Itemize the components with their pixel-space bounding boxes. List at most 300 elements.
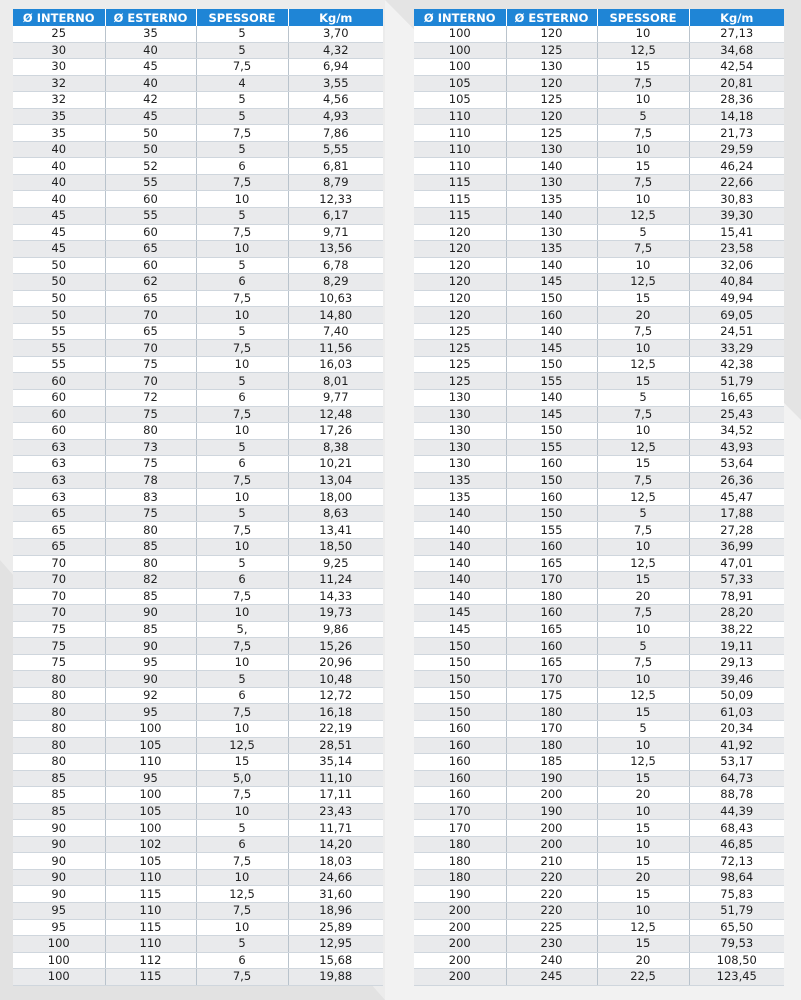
header-outer-diameter: Ø ESTERNO — [506, 9, 597, 26]
cell-weight: 47,01 — [689, 555, 784, 572]
cell-thickness: 7,5 — [196, 969, 288, 986]
cell-weight: 20,81 — [689, 75, 784, 92]
cell-inner-diameter: 100 — [414, 59, 506, 76]
table-row — [414, 307, 784, 324]
cell-thickness: 5 — [196, 141, 288, 158]
cell-inner-diameter: 40 — [13, 141, 105, 158]
cell-inner-diameter: 100 — [13, 969, 105, 986]
cell-inner-diameter: 160 — [414, 720, 506, 737]
cell-inner-diameter: 120 — [414, 307, 506, 324]
table-row — [13, 257, 383, 274]
cell-inner-diameter: 40 — [13, 174, 105, 191]
table-row — [13, 687, 383, 704]
cell-weight: 39,46 — [689, 671, 784, 688]
cell-inner-diameter: 100 — [13, 936, 105, 953]
cell-weight: 8,63 — [288, 505, 383, 522]
cell-outer-diameter: 150 — [506, 356, 597, 373]
cell-inner-diameter: 130 — [414, 456, 506, 473]
cell-thickness: 7,5 — [597, 406, 689, 423]
cell-weight: 5,55 — [288, 141, 383, 158]
cell-thickness: 5 — [597, 108, 689, 125]
cell-outer-diameter: 65 — [105, 241, 196, 258]
cell-outer-diameter: 140 — [506, 158, 597, 175]
cell-outer-diameter: 95 — [105, 654, 196, 671]
table-row — [13, 588, 383, 605]
dimensions-table-right — [414, 9, 784, 986]
cell-thickness: 5 — [597, 720, 689, 737]
cell-inner-diameter: 140 — [414, 522, 506, 539]
table-row — [13, 456, 383, 473]
cell-thickness: 5 — [196, 108, 288, 125]
cell-weight: 35,14 — [288, 754, 383, 771]
cell-thickness: 10 — [597, 340, 689, 357]
cell-inner-diameter: 40 — [13, 191, 105, 208]
cell-thickness: 5 — [196, 257, 288, 274]
table-row — [414, 522, 784, 539]
cell-outer-diameter: 125 — [506, 42, 597, 59]
table-row — [13, 191, 383, 208]
cell-thickness: 12,5 — [597, 687, 689, 704]
cell-weight: 33,29 — [689, 340, 784, 357]
table-row — [13, 224, 383, 241]
cell-inner-diameter: 32 — [13, 75, 105, 92]
table-row — [414, 406, 784, 423]
cell-thickness: 15 — [597, 373, 689, 390]
cell-weight: 7,40 — [288, 323, 383, 340]
cell-thickness: 15 — [196, 754, 288, 771]
cell-outer-diameter: 135 — [506, 191, 597, 208]
table-row — [414, 75, 784, 92]
cell-thickness: 10 — [597, 902, 689, 919]
cell-inner-diameter: 85 — [13, 803, 105, 820]
cell-inner-diameter: 100 — [414, 26, 506, 42]
cell-outer-diameter: 120 — [506, 108, 597, 125]
table-row — [13, 125, 383, 142]
table-row — [13, 522, 383, 539]
cell-weight: 8,38 — [288, 439, 383, 456]
cell-inner-diameter: 100 — [13, 952, 105, 969]
cell-thickness: 15 — [597, 456, 689, 473]
cell-weight: 27,28 — [689, 522, 784, 539]
cell-inner-diameter: 160 — [414, 754, 506, 771]
cell-inner-diameter: 32 — [13, 92, 105, 109]
cell-weight: 64,73 — [689, 770, 784, 787]
cell-outer-diameter: 130 — [506, 224, 597, 241]
table-row — [414, 770, 784, 787]
cell-weight: 11,10 — [288, 770, 383, 787]
cell-thickness: 5 — [196, 936, 288, 953]
table-row — [13, 886, 383, 903]
cell-inner-diameter: 140 — [414, 505, 506, 522]
table-header-row — [414, 9, 784, 26]
cell-weight: 28,20 — [689, 605, 784, 622]
cell-thickness: 10 — [196, 605, 288, 622]
cell-outer-diameter: 112 — [105, 952, 196, 969]
table-row — [414, 489, 784, 506]
cell-outer-diameter: 50 — [105, 125, 196, 142]
table-row — [414, 141, 784, 158]
cell-inner-diameter: 65 — [13, 538, 105, 555]
table-row — [13, 356, 383, 373]
cell-outer-diameter: 160 — [506, 456, 597, 473]
cell-thickness: 15 — [597, 853, 689, 870]
cell-inner-diameter: 50 — [13, 274, 105, 291]
cell-thickness: 7,5 — [196, 638, 288, 655]
cell-weight: 16,65 — [689, 390, 784, 407]
cell-thickness: 10 — [597, 423, 689, 440]
cell-weight: 18,00 — [288, 489, 383, 506]
cell-weight: 88,78 — [689, 787, 784, 804]
cell-inner-diameter: 50 — [13, 307, 105, 324]
cell-inner-diameter: 100 — [414, 42, 506, 59]
cell-thickness: 7,5 — [196, 522, 288, 539]
cell-outer-diameter: 75 — [105, 356, 196, 373]
table-row — [13, 853, 383, 870]
cell-inner-diameter: 60 — [13, 423, 105, 440]
table-row — [414, 456, 784, 473]
cell-outer-diameter: 80 — [105, 555, 196, 572]
cell-weight: 20,96 — [288, 654, 383, 671]
cell-weight: 50,09 — [689, 687, 784, 704]
cell-weight: 12,48 — [288, 406, 383, 423]
table-row — [13, 902, 383, 919]
cell-thickness: 5 — [196, 26, 288, 42]
cell-thickness: 7,5 — [597, 522, 689, 539]
cell-outer-diameter: 110 — [105, 754, 196, 771]
cell-thickness: 10 — [597, 671, 689, 688]
cell-thickness: 6 — [196, 836, 288, 853]
cell-thickness: 5 — [196, 208, 288, 225]
header-weight: Kg/m — [288, 9, 383, 26]
cell-weight: 78,91 — [689, 588, 784, 605]
cell-outer-diameter: 100 — [105, 820, 196, 837]
cell-inner-diameter: 35 — [13, 125, 105, 142]
cell-thickness: 10 — [196, 307, 288, 324]
cell-outer-diameter: 110 — [105, 869, 196, 886]
cell-inner-diameter: 45 — [13, 208, 105, 225]
cell-outer-diameter: 55 — [105, 208, 196, 225]
cell-weight: 53,64 — [689, 456, 784, 473]
cell-inner-diameter: 63 — [13, 456, 105, 473]
cell-inner-diameter: 120 — [414, 241, 506, 258]
cell-inner-diameter: 130 — [414, 406, 506, 423]
cell-outer-diameter: 105 — [105, 803, 196, 820]
cell-outer-diameter: 90 — [105, 638, 196, 655]
cell-thickness: 7,5 — [597, 241, 689, 258]
cell-inner-diameter: 40 — [13, 158, 105, 175]
cell-inner-diameter: 130 — [414, 439, 506, 456]
cell-outer-diameter: 180 — [506, 704, 597, 721]
cell-thickness: 10 — [597, 257, 689, 274]
cell-outer-diameter: 60 — [105, 257, 196, 274]
cell-weight: 72,13 — [689, 853, 784, 870]
cell-thickness: 22,5 — [597, 969, 689, 986]
cell-outer-diameter: 155 — [506, 522, 597, 539]
cell-thickness: 6 — [196, 952, 288, 969]
table-row — [13, 936, 383, 953]
table-row — [414, 373, 784, 390]
cell-thickness: 6 — [196, 572, 288, 589]
table-row — [13, 174, 383, 191]
cell-inner-diameter: 200 — [414, 952, 506, 969]
table-row — [414, 356, 784, 373]
table-row — [414, 621, 784, 638]
cell-outer-diameter: 160 — [506, 538, 597, 555]
table-row — [13, 75, 383, 92]
cell-weight: 57,33 — [689, 572, 784, 589]
cell-inner-diameter: 63 — [13, 439, 105, 456]
cell-thickness: 10 — [196, 241, 288, 258]
cell-weight: 34,68 — [689, 42, 784, 59]
cell-thickness: 10 — [597, 836, 689, 853]
cell-thickness: 5 — [597, 390, 689, 407]
dimensions-table-left — [13, 9, 383, 986]
cell-outer-diameter: 95 — [105, 770, 196, 787]
table-row — [414, 720, 784, 737]
cell-outer-diameter: 52 — [105, 158, 196, 175]
cell-inner-diameter: 160 — [414, 737, 506, 754]
cell-weight: 27,13 — [689, 26, 784, 42]
cell-outer-diameter: 85 — [105, 621, 196, 638]
cell-thickness: 7,5 — [597, 174, 689, 191]
table-row — [13, 969, 383, 986]
table-row — [13, 820, 383, 837]
cell-inner-diameter: 63 — [13, 489, 105, 506]
cell-thickness: 6 — [196, 687, 288, 704]
table-row — [414, 439, 784, 456]
cell-weight: 6,81 — [288, 158, 383, 175]
cell-weight: 12,33 — [288, 191, 383, 208]
cell-inner-diameter: 150 — [414, 638, 506, 655]
cell-outer-diameter: 65 — [105, 323, 196, 340]
cell-outer-diameter: 73 — [105, 439, 196, 456]
cell-outer-diameter: 145 — [506, 274, 597, 291]
cell-thickness: 7,5 — [597, 125, 689, 142]
cell-outer-diameter: 95 — [105, 704, 196, 721]
table-row — [414, 869, 784, 886]
cell-weight: 32,06 — [689, 257, 784, 274]
cell-thickness: 5 — [196, 671, 288, 688]
cell-inner-diameter: 130 — [414, 423, 506, 440]
cell-thickness: 5 — [196, 820, 288, 837]
cell-outer-diameter: 60 — [105, 191, 196, 208]
cell-inner-diameter: 75 — [13, 621, 105, 638]
table-row — [414, 224, 784, 241]
table-row — [414, 538, 784, 555]
table-row — [13, 323, 383, 340]
table-row — [13, 770, 383, 787]
cell-outer-diameter: 80 — [105, 522, 196, 539]
cell-outer-diameter: 70 — [105, 307, 196, 324]
cell-inner-diameter: 80 — [13, 704, 105, 721]
cell-weight: 15,26 — [288, 638, 383, 655]
cell-inner-diameter: 35 — [13, 108, 105, 125]
cell-thickness: 10 — [597, 92, 689, 109]
table-row — [414, 787, 784, 804]
cell-outer-diameter: 70 — [105, 340, 196, 357]
table-row — [13, 787, 383, 804]
cell-weight: 12,95 — [288, 936, 383, 953]
cell-outer-diameter: 40 — [105, 75, 196, 92]
cell-thickness: 7,5 — [196, 340, 288, 357]
cell-thickness: 7,5 — [196, 902, 288, 919]
cell-weight: 8,29 — [288, 274, 383, 291]
cell-inner-diameter: 60 — [13, 406, 105, 423]
cell-weight: 13,41 — [288, 522, 383, 539]
cell-inner-diameter: 190 — [414, 886, 506, 903]
table-row — [414, 853, 784, 870]
cell-inner-diameter: 110 — [414, 125, 506, 142]
cell-thickness: 12,5 — [196, 737, 288, 754]
cell-weight: 17,88 — [689, 505, 784, 522]
cell-inner-diameter: 70 — [13, 555, 105, 572]
cell-weight: 13,56 — [288, 241, 383, 258]
cell-weight: 4,93 — [288, 108, 383, 125]
header-thickness: SPESSORE — [597, 9, 689, 26]
cell-weight: 42,54 — [689, 59, 784, 76]
table-row — [13, 26, 383, 42]
cell-weight: 13,04 — [288, 472, 383, 489]
table-row — [414, 555, 784, 572]
cell-outer-diameter: 75 — [105, 406, 196, 423]
cell-weight: 65,50 — [689, 919, 784, 936]
cell-outer-diameter: 62 — [105, 274, 196, 291]
cell-weight: 18,96 — [288, 902, 383, 919]
cell-outer-diameter: 160 — [506, 307, 597, 324]
header-weight: Kg/m — [689, 9, 784, 26]
table-row — [414, 820, 784, 837]
cell-outer-diameter: 160 — [506, 605, 597, 622]
cell-thickness: 15 — [597, 820, 689, 837]
cell-outer-diameter: 150 — [506, 290, 597, 307]
table-row — [414, 654, 784, 671]
cell-inner-diameter: 120 — [414, 224, 506, 241]
cell-weight: 11,56 — [288, 340, 383, 357]
cell-inner-diameter: 90 — [13, 836, 105, 853]
cell-weight: 22,19 — [288, 720, 383, 737]
cell-weight: 38,22 — [689, 621, 784, 638]
cell-outer-diameter: 35 — [105, 26, 196, 42]
cell-thickness: 7,5 — [597, 75, 689, 92]
table-row — [414, 737, 784, 754]
cell-inner-diameter: 80 — [13, 737, 105, 754]
cell-inner-diameter: 110 — [414, 158, 506, 175]
cell-outer-diameter: 200 — [506, 787, 597, 804]
cell-outer-diameter: 85 — [105, 538, 196, 555]
cell-weight: 44,39 — [689, 803, 784, 820]
cell-outer-diameter: 82 — [105, 572, 196, 589]
cell-outer-diameter: 120 — [506, 26, 597, 42]
cell-inner-diameter: 160 — [414, 770, 506, 787]
cell-thickness: 10 — [196, 423, 288, 440]
cell-outer-diameter: 180 — [506, 588, 597, 605]
table-row — [414, 572, 784, 589]
table-row — [13, 423, 383, 440]
cell-outer-diameter: 90 — [105, 671, 196, 688]
cell-inner-diameter: 180 — [414, 836, 506, 853]
table-row — [414, 59, 784, 76]
cell-inner-diameter: 75 — [13, 638, 105, 655]
table-row — [414, 472, 784, 489]
cell-outer-diameter: 200 — [506, 820, 597, 837]
cell-thickness: 7,5 — [196, 406, 288, 423]
cell-weight: 4,32 — [288, 42, 383, 59]
header-thickness: SPESSORE — [196, 9, 288, 26]
cell-outer-diameter: 40 — [105, 42, 196, 59]
cell-weight: 31,60 — [288, 886, 383, 903]
cell-thickness: 10 — [196, 869, 288, 886]
header-inner-diameter: Ø INTERNO — [13, 9, 105, 26]
cell-outer-diameter: 145 — [506, 340, 597, 357]
cell-thickness: 20 — [597, 952, 689, 969]
cell-inner-diameter: 170 — [414, 803, 506, 820]
cell-inner-diameter: 80 — [13, 720, 105, 737]
cell-weight: 19,88 — [288, 969, 383, 986]
table-row — [414, 836, 784, 853]
cell-weight: 42,38 — [689, 356, 784, 373]
cell-outer-diameter: 160 — [506, 489, 597, 506]
cell-inner-diameter: 95 — [13, 919, 105, 936]
table-row — [13, 505, 383, 522]
table-row — [414, 902, 784, 919]
cell-outer-diameter: 100 — [105, 720, 196, 737]
cell-outer-diameter: 225 — [506, 919, 597, 936]
cell-thickness: 10 — [597, 191, 689, 208]
cell-thickness: 10 — [196, 191, 288, 208]
cell-outer-diameter: 42 — [105, 92, 196, 109]
cell-outer-diameter: 160 — [506, 638, 597, 655]
cell-inner-diameter: 70 — [13, 572, 105, 589]
cell-inner-diameter: 70 — [13, 605, 105, 622]
cell-outer-diameter: 110 — [105, 936, 196, 953]
cell-weight: 53,17 — [689, 754, 784, 771]
cell-inner-diameter: 125 — [414, 356, 506, 373]
cell-thickness: 10 — [196, 720, 288, 737]
cell-inner-diameter: 180 — [414, 869, 506, 886]
cell-inner-diameter: 70 — [13, 588, 105, 605]
cell-outer-diameter: 140 — [506, 390, 597, 407]
cell-weight: 29,13 — [689, 654, 784, 671]
cell-weight: 28,36 — [689, 92, 784, 109]
cell-thickness: 7,5 — [196, 853, 288, 870]
cell-outer-diameter: 45 — [105, 108, 196, 125]
table-row — [13, 869, 383, 886]
cell-outer-diameter: 110 — [105, 902, 196, 919]
cell-outer-diameter: 245 — [506, 969, 597, 986]
cell-outer-diameter: 65 — [105, 290, 196, 307]
cell-outer-diameter: 170 — [506, 720, 597, 737]
cell-weight: 16,03 — [288, 356, 383, 373]
cell-thickness: 5 — [196, 505, 288, 522]
cell-inner-diameter: 200 — [414, 936, 506, 953]
cell-outer-diameter: 175 — [506, 687, 597, 704]
cell-inner-diameter: 170 — [414, 820, 506, 837]
cell-weight: 108,50 — [689, 952, 784, 969]
table-row — [13, 108, 383, 125]
cell-inner-diameter: 45 — [13, 224, 105, 241]
cell-weight: 4,56 — [288, 92, 383, 109]
table-row — [414, 638, 784, 655]
cell-thickness: 5 — [196, 555, 288, 572]
cell-inner-diameter: 65 — [13, 522, 105, 539]
table-row — [414, 588, 784, 605]
cell-outer-diameter: 90 — [105, 605, 196, 622]
cell-inner-diameter: 200 — [414, 919, 506, 936]
cell-inner-diameter: 120 — [414, 257, 506, 274]
cell-thickness: 7,5 — [196, 787, 288, 804]
cell-inner-diameter: 65 — [13, 505, 105, 522]
cell-outer-diameter: 220 — [506, 886, 597, 903]
